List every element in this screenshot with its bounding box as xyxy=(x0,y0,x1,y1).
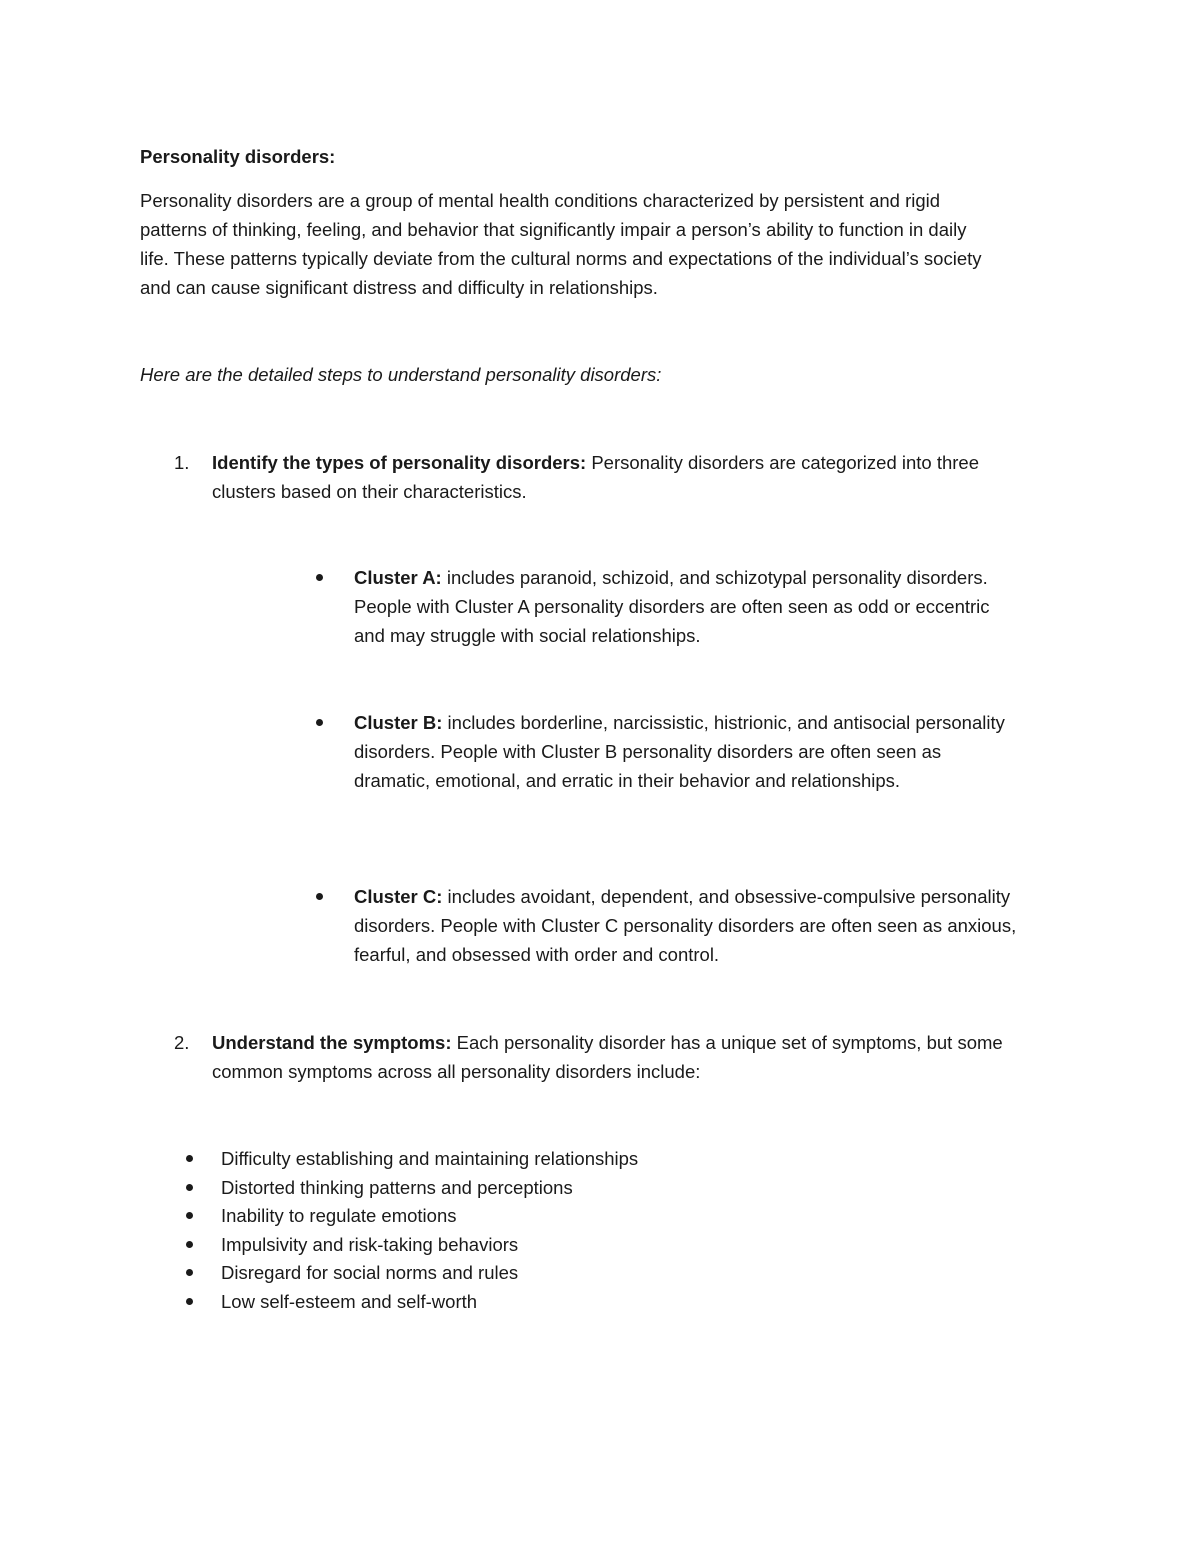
intro-line: and can cause significant distress and difficulty in relationships. xyxy=(140,277,658,298)
intro-line: patterns of thinking, feeling, and behavior that significantly impair a person’s ability to function in daily xyxy=(140,219,967,240)
cluster-b-text: includes borderline, narcissistic, histrionic, and antisocial personality xyxy=(442,712,1005,733)
cluster-a-text-line3: and may struggle with social relationships. xyxy=(354,625,701,646)
step-2-text-cont: common symptoms across all personality disorders include: xyxy=(212,1061,701,1082)
steps-intro: Here are the detailed steps to understand personality disorders: xyxy=(140,364,662,385)
intro-line: Personality disorders are a group of mental health conditions characterized by persistent and rigid xyxy=(140,190,941,211)
cluster-c-label: Cluster C: xyxy=(354,886,443,907)
step-1-text: Personality disorders are categorized into three xyxy=(586,452,980,473)
bullet-icon xyxy=(186,1298,193,1305)
page-title: Personality disorders: xyxy=(140,146,336,167)
symptom-item: Disregard for social norms and rules xyxy=(221,1262,519,1283)
step-2 xyxy=(212,1028,1003,1086)
symptom-item: Impulsivity and risk-taking behaviors xyxy=(221,1234,519,1255)
step-2-text: Each personality disorder has a unique set of symptoms, but some xyxy=(451,1032,1003,1053)
intro-paragraph xyxy=(140,186,982,302)
cluster-a-text-line2: People with Cluster A personality disorders are often seen as odd or eccentric xyxy=(354,596,990,617)
cluster-c-text-line3: fearful, and obsessed with order and control. xyxy=(354,944,720,965)
cluster-a-label: Cluster A: xyxy=(354,567,442,588)
cluster-b-text-line2: disorders. People with Cluster B personality disorders are often seen as xyxy=(354,741,942,762)
bullet-icon xyxy=(316,893,323,900)
cluster-b-label: Cluster B: xyxy=(354,712,443,733)
step-1 xyxy=(212,448,979,506)
bullet-icon xyxy=(186,1155,193,1162)
step-2-number: 2. xyxy=(174,1032,190,1053)
cluster-c-text-line2: disorders. People with Cluster C personality disorders are often seen as anxious, xyxy=(354,915,1017,936)
cluster-c-text: includes avoidant, dependent, and obsessive-compulsive personality xyxy=(442,886,1011,907)
cluster-c-item xyxy=(354,882,1016,969)
cluster-b-text-line3: dramatic, emotional, and erratic in their behavior and relationships. xyxy=(354,770,901,791)
symptom-item: Low self-esteem and self-worth xyxy=(221,1291,478,1312)
symptom-item: Inability to regulate emotions xyxy=(221,1205,457,1226)
symptom-item: Distorted thinking patterns and perceptions xyxy=(221,1177,573,1198)
bullet-icon xyxy=(316,719,323,726)
step-1-number: 1. xyxy=(174,452,190,473)
intro-line: life. These patterns typically deviate from the cultural norms and expectations of the individual’s society xyxy=(140,248,982,269)
bullet-icon xyxy=(316,574,323,581)
bullet-icon xyxy=(186,1269,193,1276)
cluster-a-item xyxy=(354,563,990,650)
bullet-icon xyxy=(186,1241,193,1248)
cluster-b-item xyxy=(354,708,1005,795)
cluster-a-text: includes paranoid, schizoid, and schizotypal personality disorders. xyxy=(441,567,988,588)
bullet-icon xyxy=(186,1184,193,1191)
bullet-icon xyxy=(186,1212,193,1219)
step-1-label: Identify the types of personality disorders: xyxy=(212,452,587,473)
step-1-text-cont: clusters based on their characteristics. xyxy=(212,481,527,502)
symptom-item: Difficulty establishing and maintaining relationships xyxy=(221,1148,639,1169)
step-2-label: Understand the symptoms: xyxy=(212,1032,452,1053)
